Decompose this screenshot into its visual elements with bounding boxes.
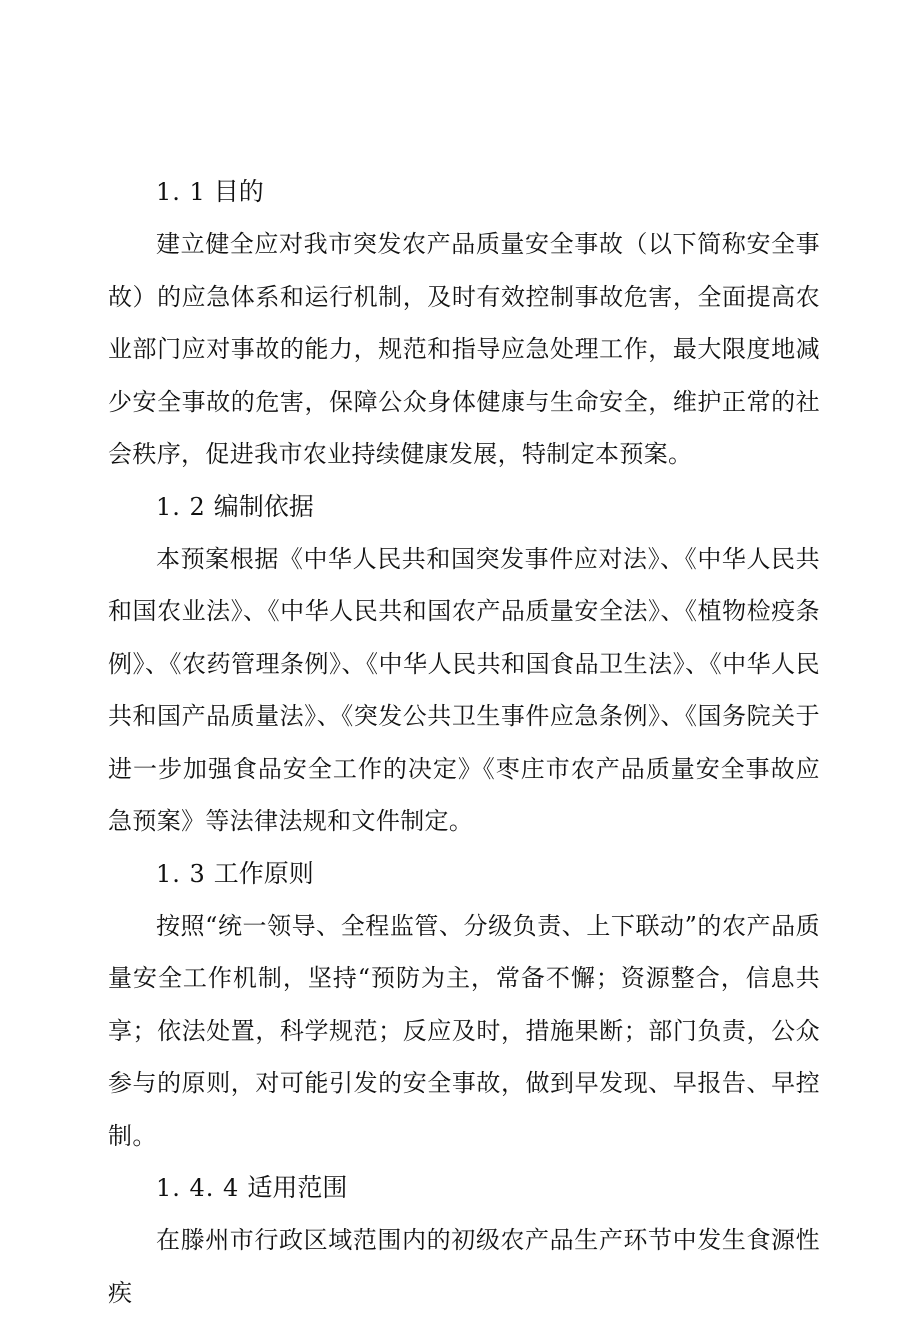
- section-paragraph-purpose: 建立健全应对我市突发农产品质量安全事故（以下简称安全事故）的应急体系和运行机制，及时有效控制事故危害，全面提高农业部门应对事故的能力，规范和指导应急处理工作，最大限度地减少安全事故的危害，保障公众身体健康与生命安全，维护正常的社会秩序，促进我市农业持续健康发展，特制定本预案。: [108, 230, 820, 468]
- section-title: 适用范围: [247, 1173, 348, 1202]
- section-heading-1-3: [108, 848, 820, 900]
- section-paragraph-principles: 按照“统一领导、全程监管、分级负责、上下联动”的农产品质量安全工作机制，坚持“预防为主，常备不懈；资源整合，信息共享；依法处置，科学规范；反应及时，措施果断；部门负责，公众参与的原则，对可能引发的安全事故，做到早发现、早报告、早控制。: [108, 911, 820, 1150]
- section-paragraph-scope: 在滕州市行政区域范围内的初级农产品生产环节中发生食源性疾: [108, 1226, 820, 1307]
- section-number: 1. 1: [156, 178, 206, 206]
- section-heading-1-1: [108, 166, 820, 218]
- document-body: [108, 166, 820, 1319]
- section-title: 编制依据: [213, 491, 314, 521]
- section-number: 1. 4. 4: [156, 1174, 240, 1202]
- section-title: 工作原则: [213, 858, 314, 888]
- section-heading-1-4-4: [108, 1162, 820, 1214]
- section-number: 1. 2: [156, 492, 206, 521]
- section-number: 1. 3: [156, 859, 206, 888]
- section-title: 目的: [213, 177, 264, 206]
- section-paragraph-basis: 本预案根据《中华人民共和国突发事件应对法》、《中华人民共和国农业法》、《中华人民共和国农产品质量安全法》、《植物检疫条例》、《农药管理条例》、《中华人民共和国食品卫生法》、《中华人民共和国产品质量法》、《突发公共卫生事件应急条例》、《国务院关于进一步加强食品安全工作的决定》《枣庄市农产品质量安全事故应急预案》等法律法规和文件制定。: [108, 544, 820, 835]
- section-heading-1-2: [108, 481, 820, 533]
